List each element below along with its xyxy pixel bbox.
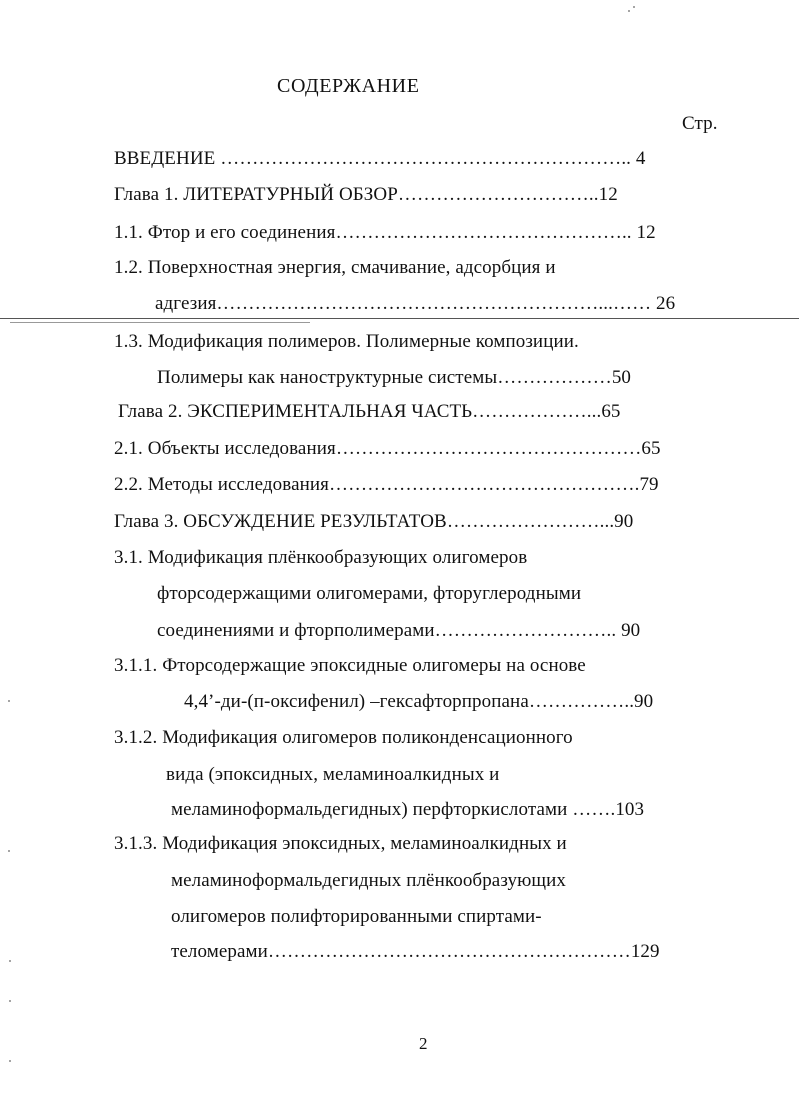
scan-artifact-line [10,322,310,323]
toc-entry-3-1-2: 3.1.2. Модификация олигомеров поликонденсационного [114,727,573,748]
toc-entry-chapter-2: Глава 2. ЭКСПЕРИМЕНТАЛЬНАЯ ЧАСТЬ………………...65 [118,401,621,422]
scan-speck [628,10,630,12]
page-number: 2 [419,1034,428,1053]
scan-speck [8,700,10,702]
toc-entry-3-1-2-cont: вида (эпоксидных, меламиноалкидных и [166,764,500,785]
toc-entry-2-2: 2.2. Методы исследования………………………………………….79 [114,474,659,495]
toc-entry-chapter-1: Глава 1. ЛИТЕРАТУРНЫЙ ОБЗОР…………………………..12 [114,184,618,205]
scan-speck [9,1060,11,1062]
scan-artifact-line [0,318,799,319]
toc-entry-3-1-1: 3.1.1. Фторсодержащие эпоксидные олигомеры на основе [114,655,586,676]
page-column-label: Стр. [682,113,718,134]
scan-speck [9,1000,11,1002]
toc-entry-3-1-3: 3.1.3. Модификация эпоксидных, меламиноалкидных и [114,833,567,854]
toc-entry-3-1-3-cont: меламиноформальдегидных плёнкообразующих [171,870,567,891]
toc-entry-3-1-3-cont: теломерами…………………………………………………129 [171,941,660,962]
toc-entry-3-1-1-cont: 4,4’-ди-(п-оксифенил) –гексафторпропана……………..90 [184,691,654,712]
toc-entry-1-3-cont: Полимеры как наноструктурные системы………………50 [157,367,632,388]
toc-entry-2-1: 2.1. Объекты исследования…………………………………………65 [114,438,661,459]
toc-entry-introduction: ВВЕДЕНИЕ ……………………………………………………….. 4 [114,148,646,169]
toc-entry-3-1-cont: соединениями и фторполимерами……………………….. 90 [157,620,641,641]
toc-entry-1-2-cont: адгезия……………………………………………………...…… 26 [155,293,676,314]
toc-title: СОДЕРЖАНИЕ [277,75,420,97]
scan-speck [633,6,635,8]
toc-entry-chapter-3: Глава 3. ОБСУЖДЕНИЕ РЕЗУЛЬТАТОВ……………………...90 [114,511,634,532]
toc-entry-1-2: 1.2. Поверхностная энергия, смачивание, адсорбция и [114,257,556,278]
toc-entry-3-1: 3.1. Модификация плёнкообразующих олигомеров [114,547,528,568]
toc-entry-3-1-cont: фторсодержащими олигомерами, фторуглеродными [157,583,582,604]
toc-entry-1-1: 1.1. Фтор и его соединения……………………………………….. 12 [114,222,656,243]
scan-speck [9,960,11,962]
toc-entry-3-1-2-cont: меламиноформальдегидных) перфторкислотами …….103 [171,799,645,820]
scan-speck [8,850,10,852]
toc-entry-1-3: 1.3. Модификация полимеров. Полимерные композиции. [114,331,579,352]
toc-entry-3-1-3-cont: олигомеров полифторированными спиртами- [171,906,542,927]
